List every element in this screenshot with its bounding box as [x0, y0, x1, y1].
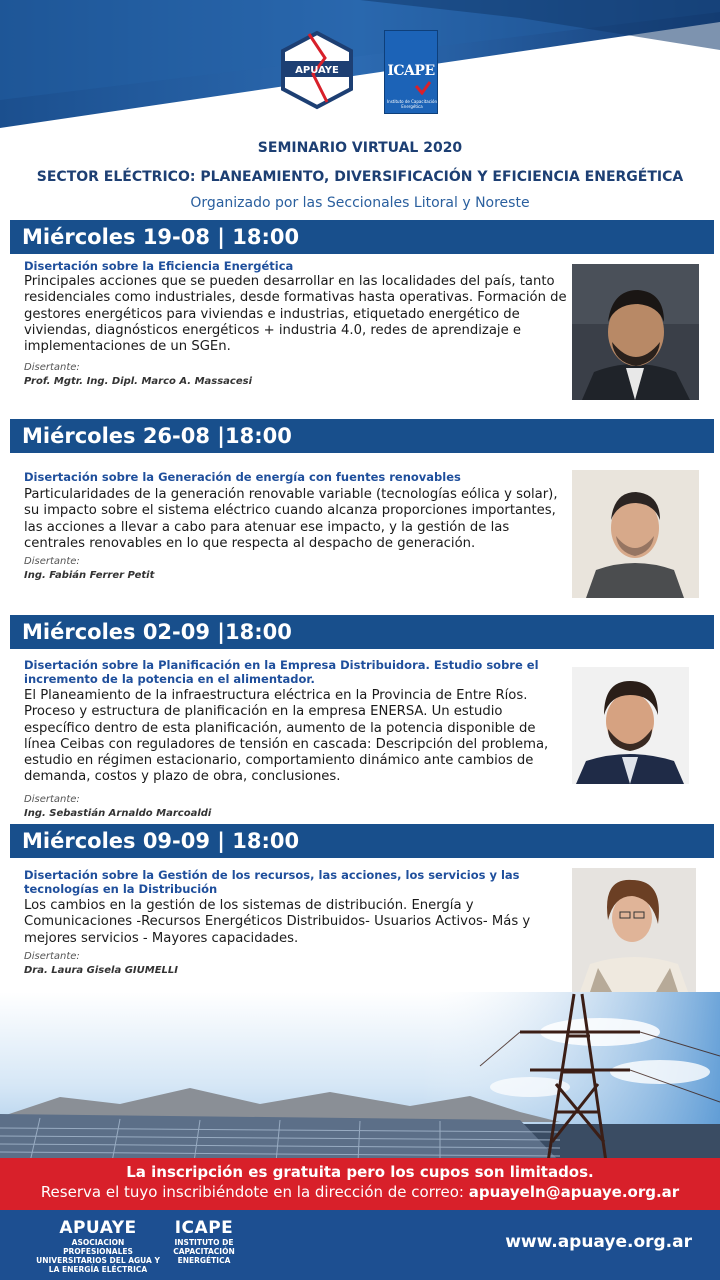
session-3-title: Disertación sobre la Planificación en la Empresa Distribuidora. Estudio sobre el incremento de la potencia en el alimentador.: [24, 658, 539, 686]
registration-email-link[interactable]: apuayeln@apuaye.org.ar: [468, 1183, 680, 1201]
session-3-speaker: Ing. Sebastián Arnaldo Marcoaldi: [24, 808, 212, 819]
session-1-speaker: Prof. Mgtr. Ing. Dipl. Marco A. Massacesi: [24, 376, 253, 387]
footer-icape: [168, 1218, 240, 1265]
session-1-description: Principales acciones que se pueden desarrollar en las localidades del país, tanto residenciales como industriales, desde formativas hasta operativas. Formación de gestores energéticos para viviendas e industrias, etiquetado energético de viviendas, diagnósticos energéticos + industria 4.0, redes de aprendizaje e implementaciones de un SGEn.: [24, 274, 567, 355]
session-4-speaker-label: Disertante:: [24, 951, 80, 962]
session-1-title: Disertación sobre la Eficiencia Energética: [24, 259, 294, 273]
session-4-date-bar: Miércoles 09-09 | 18:00: [10, 824, 714, 858]
apuaye-logo: [279, 30, 355, 110]
icape-logo-subtitle: Instituto de Capacitación Energética: [387, 99, 437, 109]
icape-logo-text: ICAPE: [387, 63, 435, 79]
registration-free-text: La inscripción es gratuita pero los cupos son limitados.: [126, 1163, 594, 1181]
seminar-title: SEMINARIO VIRTUAL 2020: [257, 140, 463, 156]
footer-icape-desc: INSTITUTO DE CAPACITACIÓN ENERGÉTICA: [173, 1238, 235, 1265]
session-2-description: Particularidades de la generación renovable variable (tecnologías eólica y solar), su impacto sobre el sistema eléctrico cuando alcanza proporciones importantes, las acciones a llevar a cabo para atenuar ese impacto, y la gestión de las centrales renovables en lo que respecta al despacho de generación.: [24, 487, 558, 551]
apuaye-logo-text: APUAYE: [295, 65, 339, 76]
registration-banner: [0, 1158, 720, 1210]
session-4-speaker: Dra. Laura Gisela GIUMELLI: [24, 965, 178, 976]
footer: [0, 1210, 720, 1280]
website-link[interactable]: www.apuaye.org.ar: [505, 1232, 692, 1252]
session-3-description: El Planeamiento de la infraestructura eléctrica en la Provincia de Entre Ríos. Proceso y estructura de planificación en la empresa ENERSA. Un estudio específico dentro de esta planificación, aumento de la potencia disponible de línea Ceibas con reguladores de tensión en cascada: Descripción del problema, estudio en régimen estacionario, comportamiento dinámico ante cambios de demanda, costos y plazo de obra, conclusiones.: [24, 688, 549, 785]
session-1-speaker-label: Disertante:: [24, 362, 80, 373]
session-3-speaker-label: Disertante:: [24, 794, 80, 805]
footer-icape-name: ICAPE: [174, 1218, 234, 1238]
registration-prefix: Reserva el tuyo inscribiéndote en la dirección de correo:: [40, 1183, 469, 1201]
footer-apuaye: [36, 1218, 160, 1274]
registration-instructions: [0, 1183, 720, 1201]
session-2-speaker-photo: [572, 470, 699, 598]
organizer-line: Organizado por las Seccionales Litoral y Noreste: [190, 195, 530, 211]
energy-landscape-image: [0, 992, 720, 1162]
session-2-speaker-label: Disertante:: [24, 556, 80, 567]
session-2-date-bar: Miércoles 26-08 |18:00: [10, 419, 714, 453]
session-2-title: Disertación sobre la Generación de energía con fuentes renovables: [24, 470, 461, 484]
footer-apuaye-desc: ASOCIACION PROFESIONALES UNIVERSITARIOS DEL AGUA Y LA ENERGÍA ELÉCTRICA: [36, 1238, 160, 1274]
session-3-date-bar: Miércoles 02-09 |18:00: [10, 615, 714, 649]
footer-apuaye-name: APUAYE: [59, 1218, 137, 1238]
session-3-speaker-photo: [572, 667, 689, 784]
session-4-title: Disertación sobre la Gestión de los recursos, las acciones, los servicios y las tecnologías en la Distribución: [24, 868, 520, 896]
session-1-date-bar: Miércoles 19-08 | 18:00: [10, 220, 714, 254]
seminar-subtitle: SECTOR ELÉCTRICO: PLANEAMIENTO, DIVERSIFICACIÓN Y EFICIENCIA ENERGÉTICA: [36, 169, 684, 185]
session-2-speaker: Ing. Fabián Ferrer Petit: [24, 570, 155, 581]
session-4-speaker-photo: [572, 868, 696, 992]
session-1-speaker-photo: [572, 264, 699, 400]
icape-logo: [384, 30, 438, 114]
check-icon: [415, 81, 431, 95]
session-4-description: Los cambios en la gestión de los sistemas de distribución. Energía y Comunicaciones -Recursos Energéticos Distribuidos- Usuarios Activos- Más y mejores servicios - Mayores capacidades.: [24, 898, 531, 946]
top-banner: [0, 0, 720, 130]
